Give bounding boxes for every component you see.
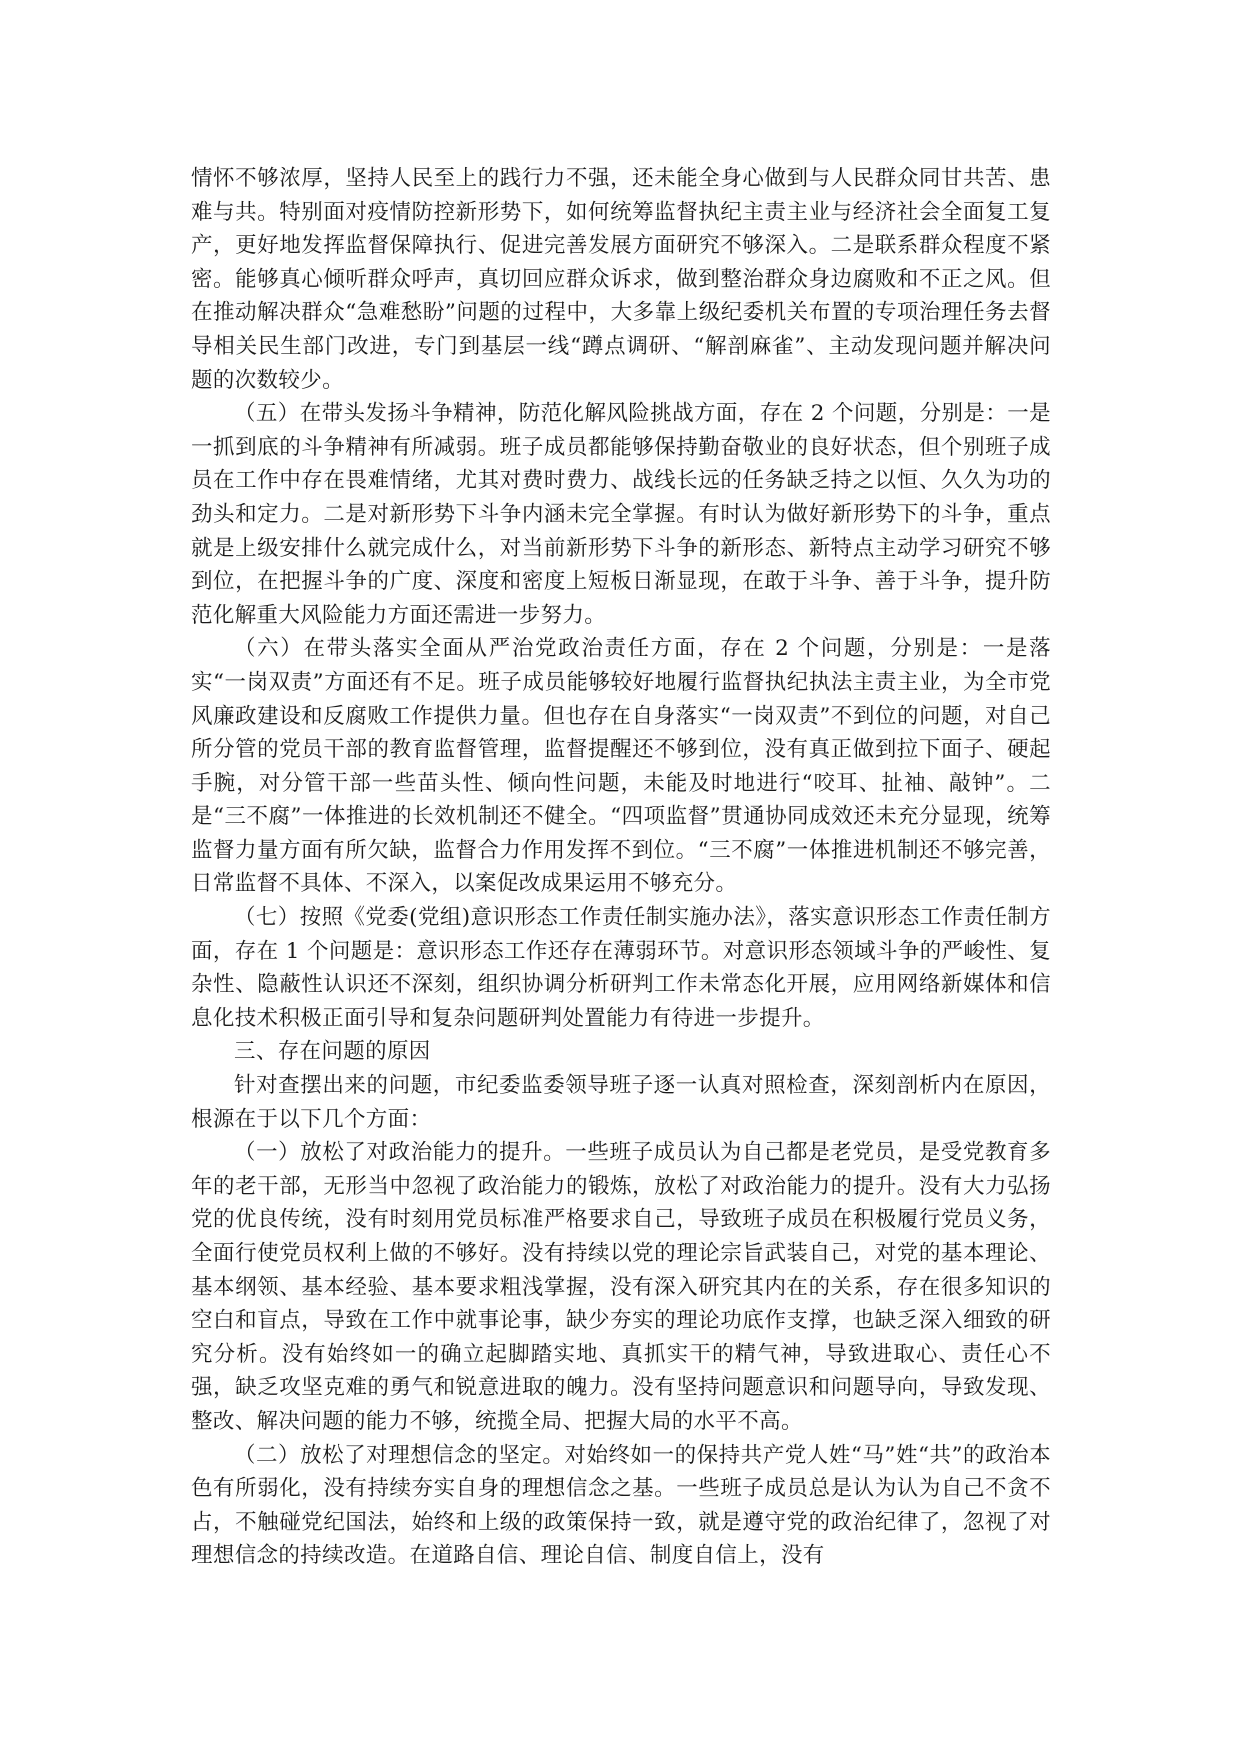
paragraph-causes-intro: 针对查摆出来的问题，市纪委监委领导班子逐一认真对照检查，深刻剖析内在原因，根源在于以下几个方面：: [191, 1073, 1051, 1132]
section-heading-causes: 三、存在问题的原因: [234, 1039, 431, 1065]
paragraph-item-7: （七）按照《党委(党组)意识形态工作责任制实施办法》，落实意识形态工作责任制方面，存在 1 个问题是：意识形态工作还存在薄弱环节。对意识形态领域斗争的严峻性、复杂性、隐蔽性认识还不深刻，组织协调分析研判工作未常态化开展，应用网络新媒体和信息化技术积极正面引导和复杂问题研判处置能力有待进一步提升。: [191, 905, 1051, 1031]
paragraph-item-5: （五）在带头发扬斗争精神，防范化解风险挑战方面，存在 2 个问题，分别是：一是一抓到底的斗争精神有所减弱。班子成员都能够保持勤奋敬业的良好状态，但个别班子成员在工作中存在畏难情绪，尤其对费时费力、战线长远的任务缺乏持之以恒、久久为功的劲头和定力。二是对新形势下斗争内涵未完全掌握。有时认为做好新形势下的斗争，重点就是上级安排什么就完成什么，对当前新形势下斗争的新形态、新特点主动学习研究不够到位，在把握斗争的广度、深度和密度上短板日渐显现，在敢于斗争、善于斗争，提升防范化解重大风险能力方面还需进一步努力。: [191, 401, 1051, 628]
paragraph-cause-2: （二）放松了对理想信念的坚定。对始终如一的保持共产党人姓“马”姓“共”的政治本色有所弱化，没有持续夯实自身的理想信念之基。一些班子成员总是认为认为自己不贪不占，不触碰党纪国法，始终和上级的政策保持一致，就是遵守党的政治纪律了，忽视了对理想信念的持续改造。在道路自信、理论自信、制度自信上，没有: [191, 1442, 1051, 1569]
paragraph-cause-1: （一）放松了对政治能力的提升。一些班子成员认为自己都是老党员，是受党教育多年的老干部，无形当中忽视了政治能力的锻炼，放松了对政治能力的提升。没有大力弘扬党的优良传统，没有时刻用党员标准严格要求自己，导致班子成员在积极履行党员义务，全面行使党员权利上做的不够好。没有持续以党的理论宗旨武装自己，对党的基本理论、基本纲领、基本经验、基本要求粗浅掌握，没有深入研究其内在的关系，存在很多知识的空白和盲点，导致在工作中就事论事，缺少夯实的理论功底作支撑，也缺乏深入细致的研究分析。没有始终如一的确立起脚踏实地、真抓实干的精气神，导致进取心、责任心不强，缺乏攻坚克难的勇气和锐意进取的魄力。没有坚持问题意识和问题导向，导致发现、整改、解决问题的能力不够，统揽全局、把握大局的水平不高。: [191, 1140, 1051, 1434]
paragraph-item-6: （六）在带头落实全面从严治党政治责任方面，存在 2 个问题，分别是：一是落实“一岗双责”方面还有不足。班子成员能够较好地履行监督执纪执法主责主业，为全市党风廉政建设和反腐败工作提供力量。但也存在自身落实“一岗双责”不到位的问题，对自己所分管的党员干部的教育监督管理，监督提醒还不够到位，没有真正做到拉下面子、硬起手腕，对分管干部一些苗头性、倾向性问题，未能及时地进行“咬耳、扯袖、敲钟”。二是“三不腐”一体推进的长效机制还不健全。“四项监督”贯通协同成效还未充分显现，统筹监督力量方面有所欠缺，监督合力作用发挥不到位。“三不腐”一体推进机制还不够完善，日常监督不具体、不深入，以案促改成果运用不够充分。: [191, 636, 1051, 897]
paragraph-continuation: 情怀不够浓厚，坚持人民至上的践行力不强，还未能全身心做到与人民群众同甘共苦、患难与共。特别面对疫情防控新形势下，如何统筹监督执纪主责主业与经济社会全面复工复产，更好地发挥监督保障执行、促进完善发展方面研究不够深入。二是联系群众程度不紧密。能够真心倾听群众呼声，真切回应群众诉求，做到整治群众身边腐败和不正之风。但在推动解决群众“急难愁盼”问题的过程中，大多靠上级纪委机关布置的专项治理任务去督导相关民生部门改进，专门到基层一线“蹲点调研、“解剖麻雀”、主动发现问题并解决问题的次数较少。: [191, 166, 1051, 393]
document-body: [191, 162, 1051, 1573]
